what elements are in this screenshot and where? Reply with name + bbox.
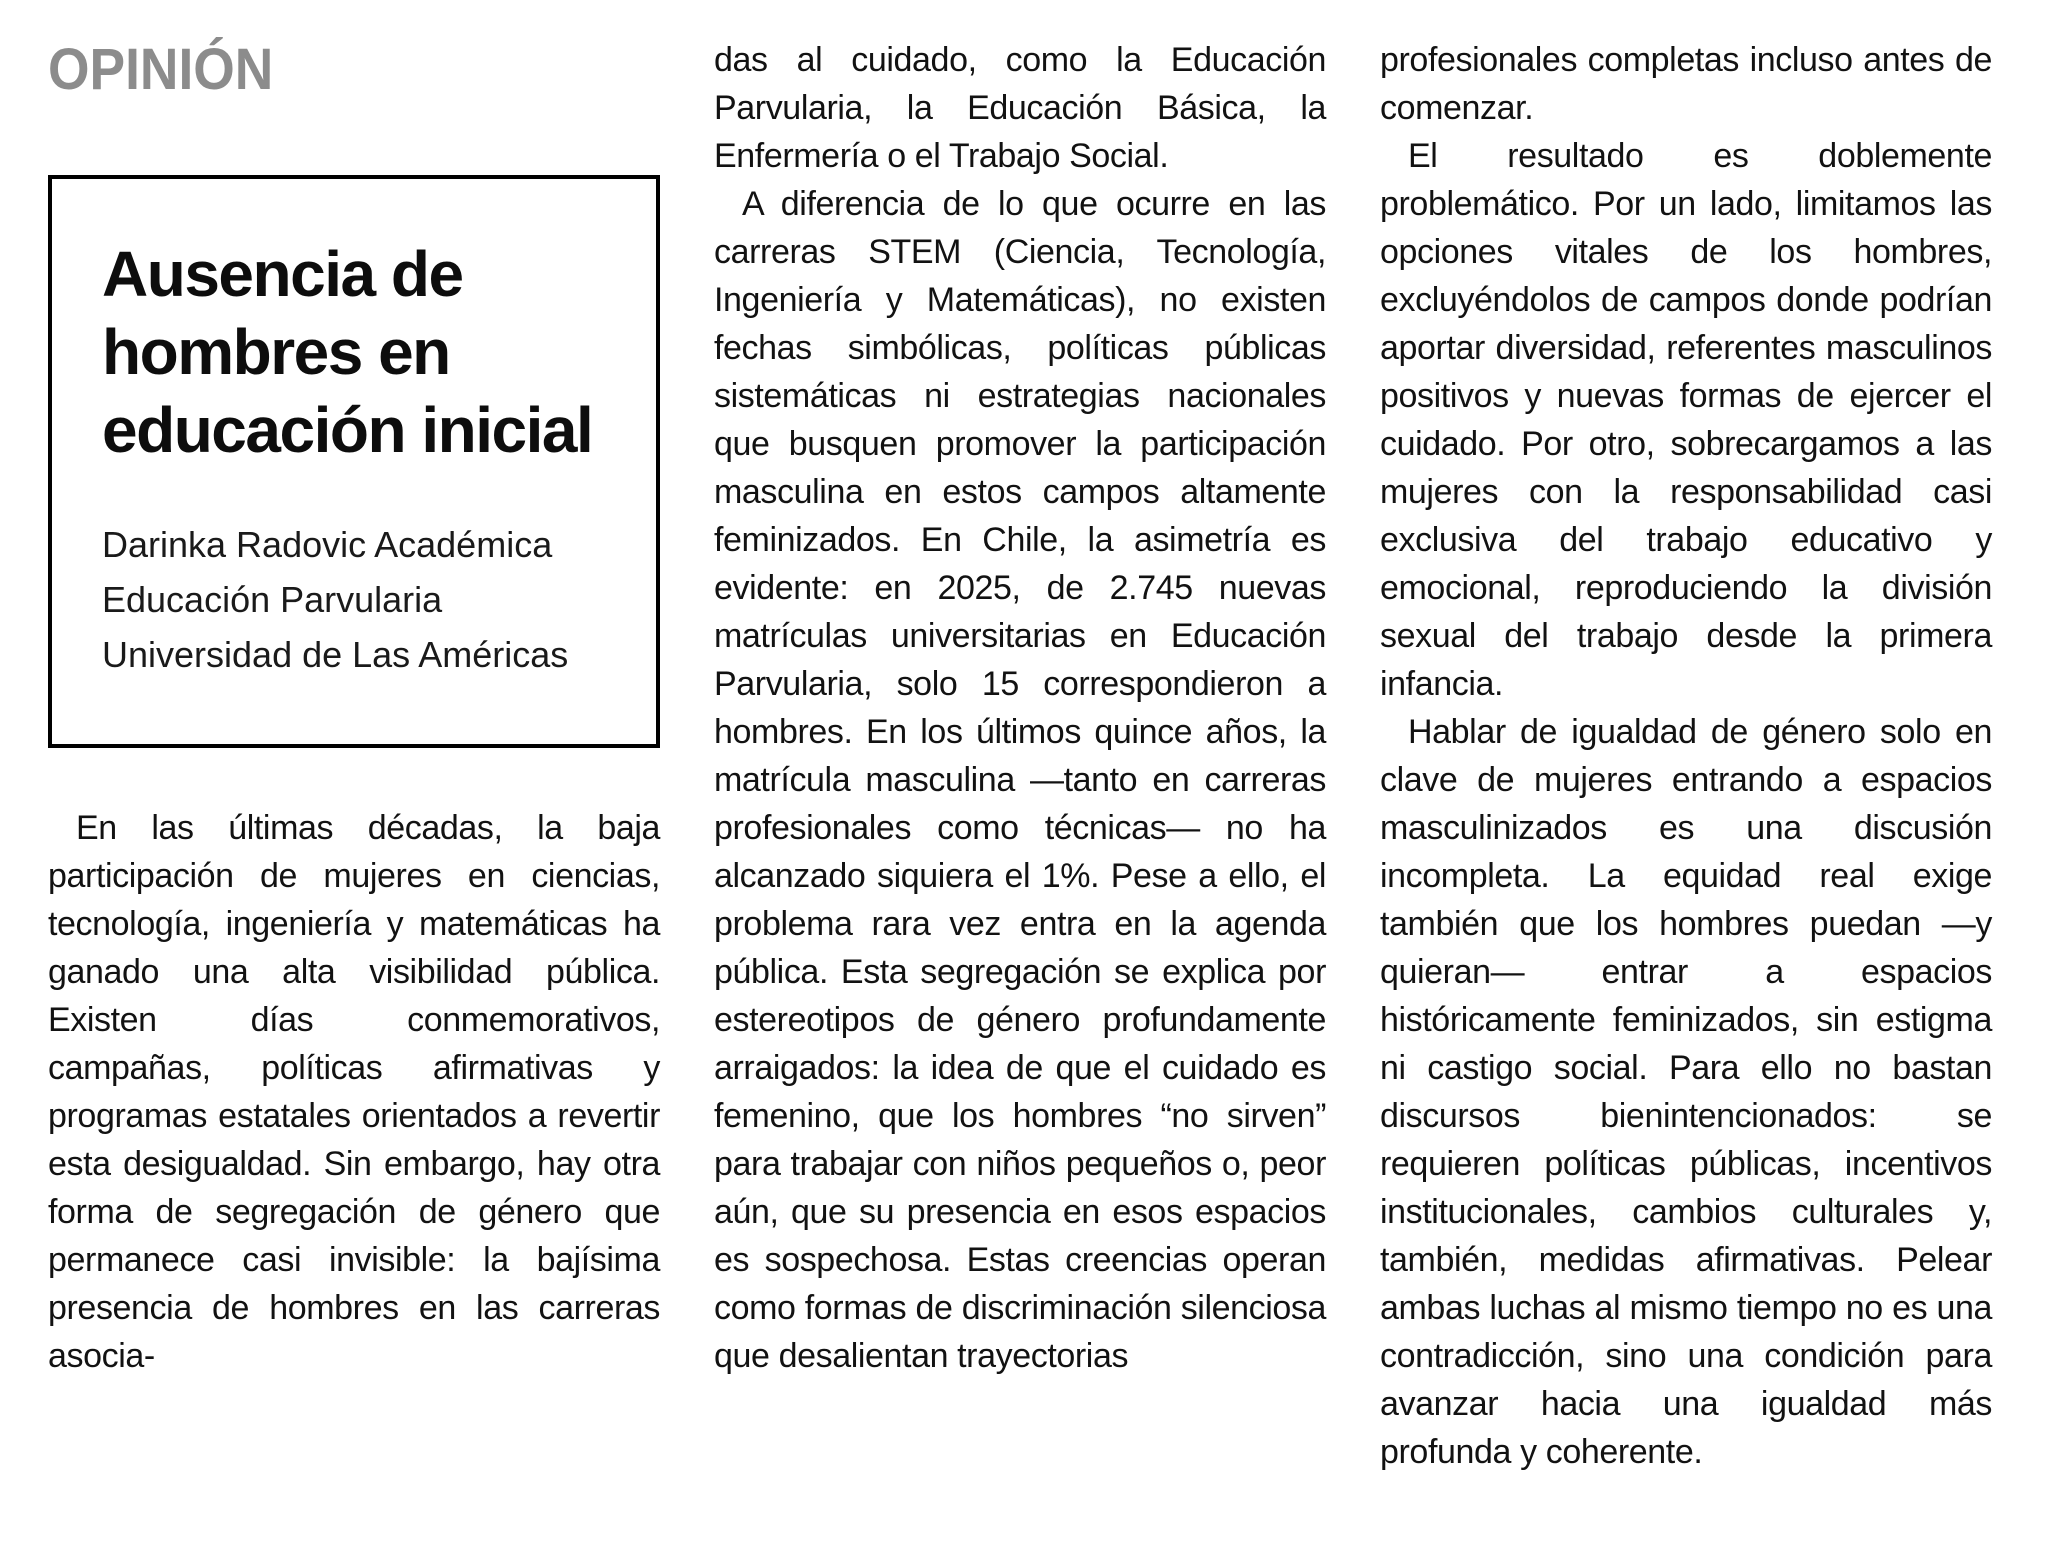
byline-line-role: Educación Parvularia <box>102 579 443 620</box>
byline-line-institution: Universidad de Las Américas <box>102 634 569 675</box>
article-paragraph: A diferencia de lo que ocurre en las carreras STEM (Ciencia, Tecnología, Ingeniería y Matemáticas), no existen fechas simbólicas, políticas públicas sistemáticas ni estrategias nacionales que busquen promover la participación masculina en estos campos altamente feminizados. En Chile, la asimetría es evidente: en 2025, de 2.745 nuevas matrículas universitarias en Educación Parvularia, solo 15 correspondieron a hombres. En los últimos quince años, la matrícula masculina —tanto en carreras profesionales como técnicas— no ha alcanzado siquiera el 1%. Pese a ello, el problema rara vez entra en la agenda pública. Esta segregación se explica por estereotipos de género profundamente arraigados: la idea de que el cuidado es femenino, que los hombres “no sirven” para trabajar con niños pequeños o, peor aún, que su presencia en esos espacios es sospechosa. Estas creencias operan como formas de discriminación silenciosa que desalientan trayectorias <box>714 185 1326 1375</box>
column-1 <box>48 36 660 1476</box>
column-1-body <box>48 804 660 1380</box>
article-paragraph: profesionales completas incluso antes de comenzar. <box>1380 41 1992 127</box>
article-paragraph: Hablar de igualdad de género solo en clave de mujeres entrando a espacios masculinizados es una discusión incompleta. La equidad real exige también que los hombres puedan —y quieran— entrar a espacios históricamente feminizados, sin estigma ni castigo social. Para ello no bastan discursos bienintencionados: se requieren políticas públicas, incentivos institucionales, cambios culturales y, también, medidas afirmativas. Pelear ambas luchas al mismo tiempo no es una contradicción, sino una condición para avanzar hacia una igualdad más profunda y coherente. <box>1380 713 1992 1471</box>
headline: Ausencia de hombres en educación inicial <box>102 238 593 466</box>
section-label: OPINIÓN <box>48 37 274 102</box>
article-paragraph: El resultado es doblemente problemático. Por un lado, limitamos las opciones vitales de los hombres, excluyéndolos de campos donde podrían aportar diversidad, referentes masculinos positivos y nuevas formas de ejercer el cuidado. Por otro, sobrecargamos a las mujeres con la responsabilidad casi exclusiva del trabajo educativo y emocional, reproduciendo la división sexual del trabajo desde la primera infancia. <box>1380 137 1992 703</box>
article-paragraph: En las últimas décadas, la baja participación de mujeres en ciencias, tecnología, ingeniería y matemáticas ha ganado una alta visibilidad pública. Existen días conmemorativos, campañas, políticas afirmativas y programas estatales orientados a revertir esta desigualdad. Sin embargo, hay otra forma de segregación de género que permanece casi invisible: la bajísima presencia de hombres en las carreras asocia- <box>48 809 660 1375</box>
article-paragraph: das al cuidado, como la Educación Parvularia, la Educación Básica, la Enfermería o el Trabajo Social. <box>714 41 1326 175</box>
byline <box>102 517 606 682</box>
byline-line-author: Darinka Radovic Académica <box>102 524 553 565</box>
column-3 <box>1380 36 1992 1476</box>
column-2 <box>714 36 1326 1476</box>
headline-box <box>48 175 660 748</box>
